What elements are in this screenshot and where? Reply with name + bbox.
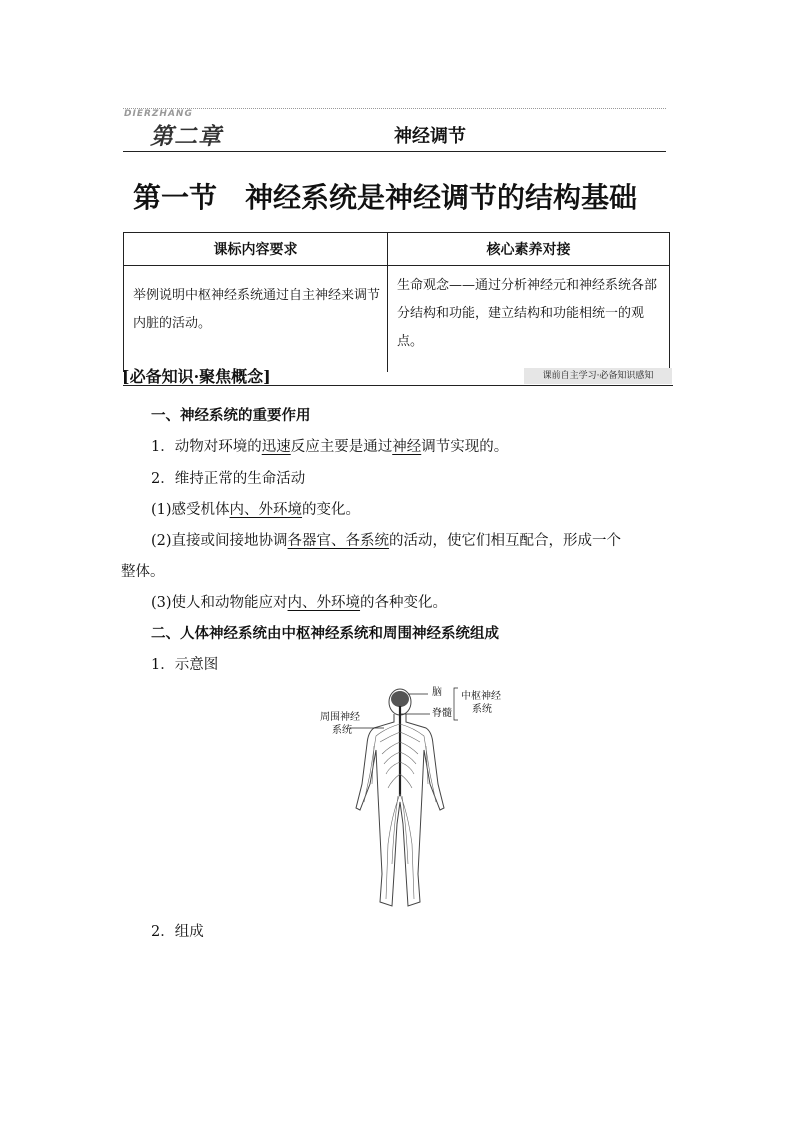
table-cell-literacy: 生命观念——通过分析神经元和神经系统各部分结构和功能，建立结构和功能相统一的观点。 <box>388 266 670 373</box>
knowledge-band-label: [必备知识·聚焦概念] <box>122 367 271 386</box>
label-pns-line2: 系统 <box>332 725 352 736</box>
section-title: 第一节 神经系统是神经调节的结构基础 <box>133 181 638 214</box>
composition-heading: 2．组成 <box>151 924 204 940</box>
chapter-pinyin: DIERZHANG <box>124 109 193 119</box>
nervous-system-figure <box>320 684 540 914</box>
sub-item-1: (1)感受机体内、外环境的变化。 <box>151 502 361 518</box>
standards-table <box>123 232 670 372</box>
brain-icon <box>391 691 409 707</box>
sub-item-3: (3)使人和动物能应对内、外环境的各种变化。 <box>151 595 448 611</box>
label-pns-line1: 周围神经 <box>320 712 360 723</box>
header-dotted-rule <box>123 108 666 109</box>
label-spinal-cord: 脊髓 <box>432 708 452 719</box>
label-brain: 脑 <box>432 687 442 698</box>
table-header-standards: 课标内容要求 <box>124 233 388 266</box>
heading-2: 二、人体神经系统由中枢神经系统和周围神经系统组成 <box>151 625 499 642</box>
sub-item-2-continued: 整体。 <box>121 564 165 580</box>
knowledge-band-rule <box>123 385 673 386</box>
chapter-label: 第二章 <box>150 124 222 150</box>
label-cns-line2: 系统 <box>472 704 492 715</box>
heading-1: 一、神经系统的重要作用 <box>151 407 311 424</box>
knowledge-band-tag: 课前自主学习·必备知识感知 <box>524 368 672 384</box>
label-cns-line1: 中枢神经 <box>461 691 501 702</box>
item-1: 1．动物对环境的迅速反应主要是通过神经调节实现的。 <box>151 439 509 455</box>
figure-heading: 1．示意图 <box>151 657 219 673</box>
header-rule <box>123 151 666 152</box>
table-header-literacy: 核心素养对接 <box>388 233 670 266</box>
sub-item-2: (2)直接或间接地协调各器官、各系统的活动，使它们相互配合，形成一个 <box>151 533 622 549</box>
chapter-title: 神经调节 <box>394 126 466 147</box>
item-2: 2．维持正常的生命活动 <box>151 471 306 487</box>
table-cell-standards: 举例说明中枢神经系统通过自主神经来调节内脏的活动。 <box>124 266 388 373</box>
